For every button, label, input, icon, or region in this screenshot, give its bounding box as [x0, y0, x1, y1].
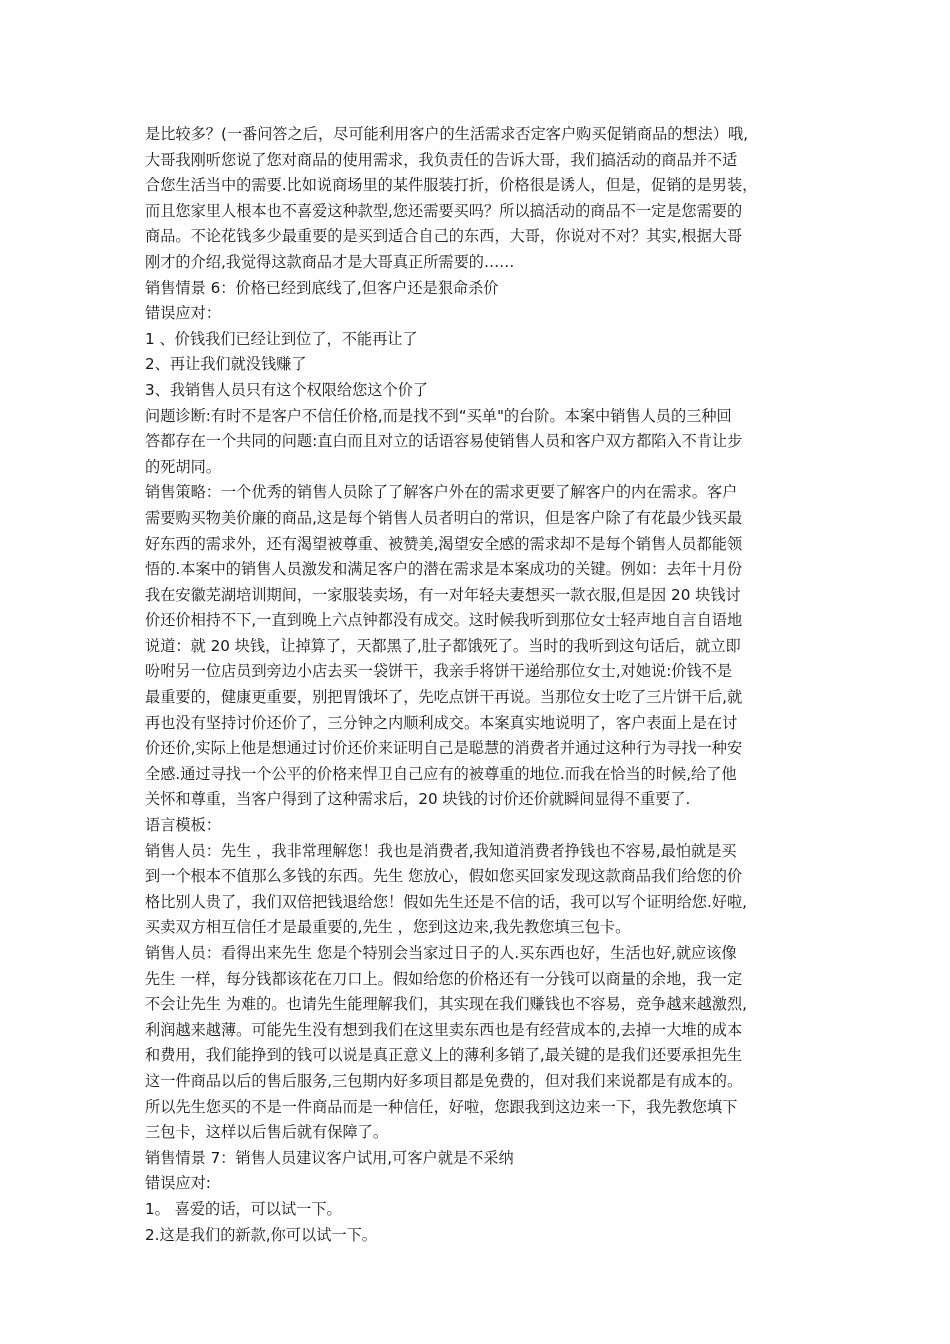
text-line: 悟的.本案中的销售人员激发和满足客户的潜在需求是本案成功的关键。例如：去年十月份: [145, 560, 743, 579]
text-line: 刚才的介绍,我觉得这款商品才是大哥真正所需要的……: [145, 252, 515, 271]
text-line: 格比别人贵了，我们双倍把钱退给您！假如先生还是不信的话，我可以写个证明给您.好啦,: [145, 892, 747, 911]
list-item: 1 、价钱我们已经让到位了，不能再让了: [145, 329, 418, 348]
text-line: 价还价相持不下,一直到晚上六点钟都没有成交。这时候我听到那位女士轻声地自言自语地: [145, 611, 743, 630]
text-line: 好东西的需求外，还有渴望被尊重、被赞美,渴望安全感的需求却不是每个销售人员都能领: [145, 534, 743, 553]
text-line: 问题诊断:有时不是客户不信任价格,而是找不到“买单"的台阶。本案中销售人员的三种回: [145, 406, 732, 425]
text-line: 全感.通过寻找一个公平的价格来悍卫自己应有的被尊重的地位.而我在恰当的时候,给了他: [145, 764, 737, 783]
text-line: 而且您家里人根本也不喜爱这种款型,您还需要买吗？所以搞活动的商品不一定是您需要的: [145, 201, 743, 220]
subheading: 错误应对:: [145, 1174, 211, 1193]
text-line: 销售人员：看得出来先生 您是个特别会当家过日子的人.买东西也好，生活也好,就应该像: [145, 944, 737, 962]
text-line: 和费用，我们能挣到的钱可以说是真正意义上的薄利多销了,最关键的是我们还要承担先生: [145, 1046, 743, 1065]
text-line: 所以先生您买的不是一件商品而是一种信任，好啦，您跟我到这边来一下，我先教您填下: [145, 1097, 738, 1116]
text-line: 的死胡同。: [145, 457, 221, 476]
text-line: 销售人员：先生 ，我非常理解您！我也是消费者,我知道消费者挣钱也不容易,最怕就是买: [145, 841, 737, 860]
text-line: 是比较多？(一番问答之后，尽可能利用客户的生活需求否定客户购买促销商品的想法）哦,: [145, 125, 749, 143]
text-line: 三包卡，这样以后售后就有保障了。: [145, 1123, 388, 1142]
text-line: 先生 一样，每分钱都该花在刀口上。假如给您的价格还有一分钱可以商量的余地，我一定: [145, 969, 743, 988]
text-line: 到一个根本不值那么多钱的东西。先生 您放心，假如您买回家发现这款商品我们给您的价: [145, 867, 743, 886]
text-line: 吩咐另一位店员到旁边小店去买一袋饼干，我亲手将饼干递给那位女士,对她说:价钱不是: [145, 662, 733, 681]
text-line: 大哥我刚听您说了您对商品的使用需求，我负责任的告诉大哥，我们搞活动的商品并不适: [145, 150, 738, 169]
text-line: 最重要的，健康更重要，别把胃饿坏了，先吃点饼干再说。当那位女士吃了三片饼干后,就: [145, 688, 743, 707]
document-page: [145, 122, 813, 1248]
text-line: 不会让先生 为难的。也请先生能理解我们，其实现在我们赚钱也不容易，竞争越来越激烈,: [145, 995, 747, 1014]
text-line: 利润越来越薄。可能先生没有想到我们在这里卖东西也是有经营成本的,去掉一大堆的成本: [145, 1020, 743, 1039]
list-item: 2、再让我们就没钱赚了: [145, 355, 307, 374]
list-item: 3、我销售人员只有这个权限给您这个价了: [145, 380, 429, 399]
section-heading: 销售情景 7：销售人员建议客户试用,可客户就是不采纳: [145, 1148, 514, 1167]
subheading: 错误应对：: [145, 304, 221, 323]
list-item: 1。 喜爱的话，可以试一下。: [145, 1199, 342, 1218]
section-heading: 销售情景 6：价格已经到底线了,但客户还是狠命杀价: [145, 278, 499, 297]
text-line: 答都存在一个共同的问题:直白而且对立的话语容易使销售人员和客户双方都陷入不肯让步: [145, 432, 743, 451]
text-line: 这一件商品以后的售后服务,三包期内好多项目都是免费的，但对我们来说都是有成本的。: [145, 1071, 743, 1090]
text-line: 买卖双方相互信任才是最重要的,先生 ，您到这边来,我先教您填三包卡。: [145, 918, 631, 937]
list-item: 2.这是我们的新款,你可以试一下。: [145, 1225, 377, 1244]
text-line: 需要购买物美价廉的商品,这是每个销售人员者明白的常识，但是客户除了有花最少钱买最: [145, 508, 743, 527]
text-line: 合您生活当中的需要.比如说商场里的某件服装打折，价格很是诱人，但是，促销的是男装，: [145, 176, 758, 195]
text-line: 说道：就 20 块钱，让掉算了，天都黑了,肚子都饿死了。当时的我听到这句话后，就立即: [145, 636, 741, 655]
text-line: 价还价,实际上他是想通过讨价还价来证明自己是聪慧的消费者并通过这种行为寻找一种安: [145, 739, 743, 758]
subheading: 语言模板：: [145, 816, 221, 835]
text-line: 销售策略：一个优秀的销售人员除了了解客户外在的需求更要了解客户的内在需求。客户: [145, 483, 738, 502]
text-line: 再也没有坚持讨价还价了，三分钟之内顺利成交。本案真实地说明了，客户表面上是在讨: [145, 713, 738, 732]
text-line: 我在安徽芜湖培训期间，一家服装卖场，有一对年轻夫妻想买一款衣服,但是因 20 块钱讨: [145, 585, 741, 604]
text-line: 商品。不论花钱多少最重要的是买到适合自己的东西，大哥，你说对不对？其实,根据大哥: [145, 227, 743, 246]
text-line: 关怀和尊重，当客户得到了这种需求后，20 块钱的讨价还价就瞬间显得不重要了.: [145, 790, 691, 809]
